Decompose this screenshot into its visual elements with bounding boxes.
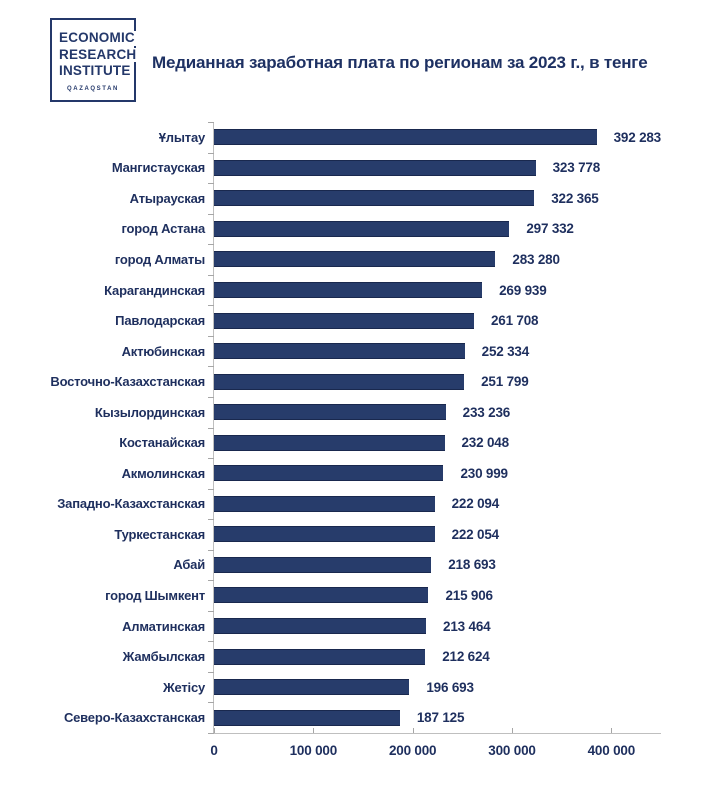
bar xyxy=(214,282,482,298)
category-label: Мангистауская xyxy=(111,160,205,176)
category-label: город Алматы xyxy=(114,251,205,267)
bar-row xyxy=(114,519,661,550)
bar xyxy=(214,251,495,267)
value-label: 252 334 xyxy=(481,343,530,359)
bar-row xyxy=(104,275,661,306)
bar xyxy=(214,374,464,390)
category-label: Жамбылская xyxy=(122,649,205,665)
y-tick-mark xyxy=(208,458,214,459)
bar xyxy=(214,435,445,451)
bar xyxy=(214,526,435,542)
y-tick-mark xyxy=(208,244,214,245)
bar-row xyxy=(121,336,661,367)
category-label: Карагандинская xyxy=(104,282,205,298)
value-label: 323 778 xyxy=(552,160,601,176)
y-tick-mark xyxy=(208,183,214,184)
y-tick-mark xyxy=(208,336,214,337)
y-tick-mark xyxy=(208,550,214,551)
category-label: Актюбинская xyxy=(121,343,205,359)
value-label: 251 799 xyxy=(481,374,529,390)
category-label: город Астана xyxy=(121,221,205,237)
bar-rows xyxy=(50,122,661,733)
category-label: Абай xyxy=(173,557,205,573)
value-label: 392 283 xyxy=(613,129,661,145)
bar-row xyxy=(121,458,661,489)
bar xyxy=(214,710,400,726)
x-tick-mark xyxy=(413,728,414,733)
y-tick-mark xyxy=(208,489,214,490)
y-tick-mark xyxy=(208,428,214,429)
bar xyxy=(214,190,534,206)
bar-row xyxy=(111,153,661,184)
y-tick-mark xyxy=(208,519,214,520)
bar-row xyxy=(57,489,661,520)
category-label: Алматинская xyxy=(122,618,205,634)
category-label: город Шымкент xyxy=(105,587,205,603)
category-label: Жетісу xyxy=(162,679,205,695)
y-tick-mark xyxy=(208,122,214,123)
category-label: Костанайская xyxy=(119,435,205,451)
plot-area xyxy=(50,122,661,758)
bar xyxy=(214,160,536,176)
value-label: 222 094 xyxy=(451,496,500,512)
value-label: 196 693 xyxy=(426,679,474,695)
bar-row xyxy=(63,702,661,733)
value-label: 215 906 xyxy=(445,587,493,603)
bar-row xyxy=(114,244,661,275)
bar xyxy=(214,557,431,573)
x-tick-mark xyxy=(512,728,513,733)
x-tick-label: 300 000 xyxy=(488,743,536,758)
value-label: 218 693 xyxy=(448,557,496,573)
bar xyxy=(214,404,446,420)
bar xyxy=(214,129,597,145)
value-label: 283 280 xyxy=(512,251,560,267)
category-label: Атырауская xyxy=(129,190,205,206)
value-label: 297 332 xyxy=(526,221,574,237)
category-label: Северо-Казахстанская xyxy=(63,710,205,726)
category-label: Туркестанская xyxy=(114,526,205,542)
category-label: Акмолинская xyxy=(121,465,205,481)
value-label: 187 125 xyxy=(416,710,465,726)
y-tick-mark xyxy=(208,672,214,673)
y-tick-mark xyxy=(208,305,214,306)
category-label: Кызылординская xyxy=(94,404,205,420)
value-label: 230 999 xyxy=(460,465,508,481)
eri-logo xyxy=(50,18,136,102)
bar xyxy=(214,649,425,665)
x-tick-mark xyxy=(611,728,612,733)
logo-subtitle: QAZAQSTAN xyxy=(67,85,119,92)
bar xyxy=(214,618,426,634)
logo-line-2: RESEARCH xyxy=(59,48,139,63)
y-tick-mark xyxy=(208,702,214,703)
y-tick-mark xyxy=(208,275,214,276)
y-tick-mark xyxy=(208,214,214,215)
x-tick-label: 200 000 xyxy=(388,743,437,758)
y-tick-mark xyxy=(208,153,214,154)
category-label: Павлодарская xyxy=(115,313,205,329)
bar xyxy=(214,587,428,603)
y-tick-mark xyxy=(208,366,214,367)
value-label: 233 236 xyxy=(462,404,511,420)
value-label: 222 054 xyxy=(451,526,499,542)
x-tick-mark xyxy=(313,728,314,733)
category-label: Западно-Казахстанская xyxy=(57,496,205,512)
bar-row xyxy=(115,305,661,336)
y-tick-mark xyxy=(208,611,214,612)
bar-row xyxy=(119,427,661,458)
bar-row xyxy=(105,580,661,611)
bar-row xyxy=(129,183,661,214)
bar xyxy=(214,465,443,481)
bar-row xyxy=(121,214,661,245)
chart-title: Медианная заработная плата по регионам за 2023 г., в тенге xyxy=(152,53,648,72)
bar-row xyxy=(122,641,661,672)
value-label: 213 464 xyxy=(443,618,491,634)
bar-row xyxy=(158,122,661,153)
value-label: 269 939 xyxy=(499,282,547,298)
y-tick-mark xyxy=(208,641,214,642)
x-tick-label: 400 000 xyxy=(587,743,636,758)
bar xyxy=(214,221,509,237)
category-label: Восточно-Казахстанская xyxy=(50,374,205,390)
bar-row xyxy=(50,366,661,397)
bar xyxy=(214,679,409,695)
x-tick-label: 0 xyxy=(210,743,218,758)
bar-row xyxy=(122,611,661,642)
category-label: Ұлытау xyxy=(158,129,205,145)
bar-row xyxy=(173,550,661,581)
bar-row xyxy=(94,397,661,428)
value-label: 261 708 xyxy=(490,313,539,329)
bar-row xyxy=(162,672,661,703)
logo-line-1: ECONOMIC xyxy=(59,31,138,46)
bar xyxy=(214,496,435,512)
x-tick-label: 100 000 xyxy=(289,743,338,758)
value-label: 322 365 xyxy=(551,190,599,206)
y-tick-mark xyxy=(208,580,214,581)
y-tick-mark xyxy=(208,397,214,398)
x-tick-mark xyxy=(214,728,215,733)
value-label: 212 624 xyxy=(442,649,490,665)
bar xyxy=(214,343,465,359)
bar xyxy=(214,313,474,329)
value-label: 232 048 xyxy=(461,435,509,451)
logo-line-3: INSTITUTE xyxy=(59,64,134,79)
y-tick-mark xyxy=(208,733,214,734)
